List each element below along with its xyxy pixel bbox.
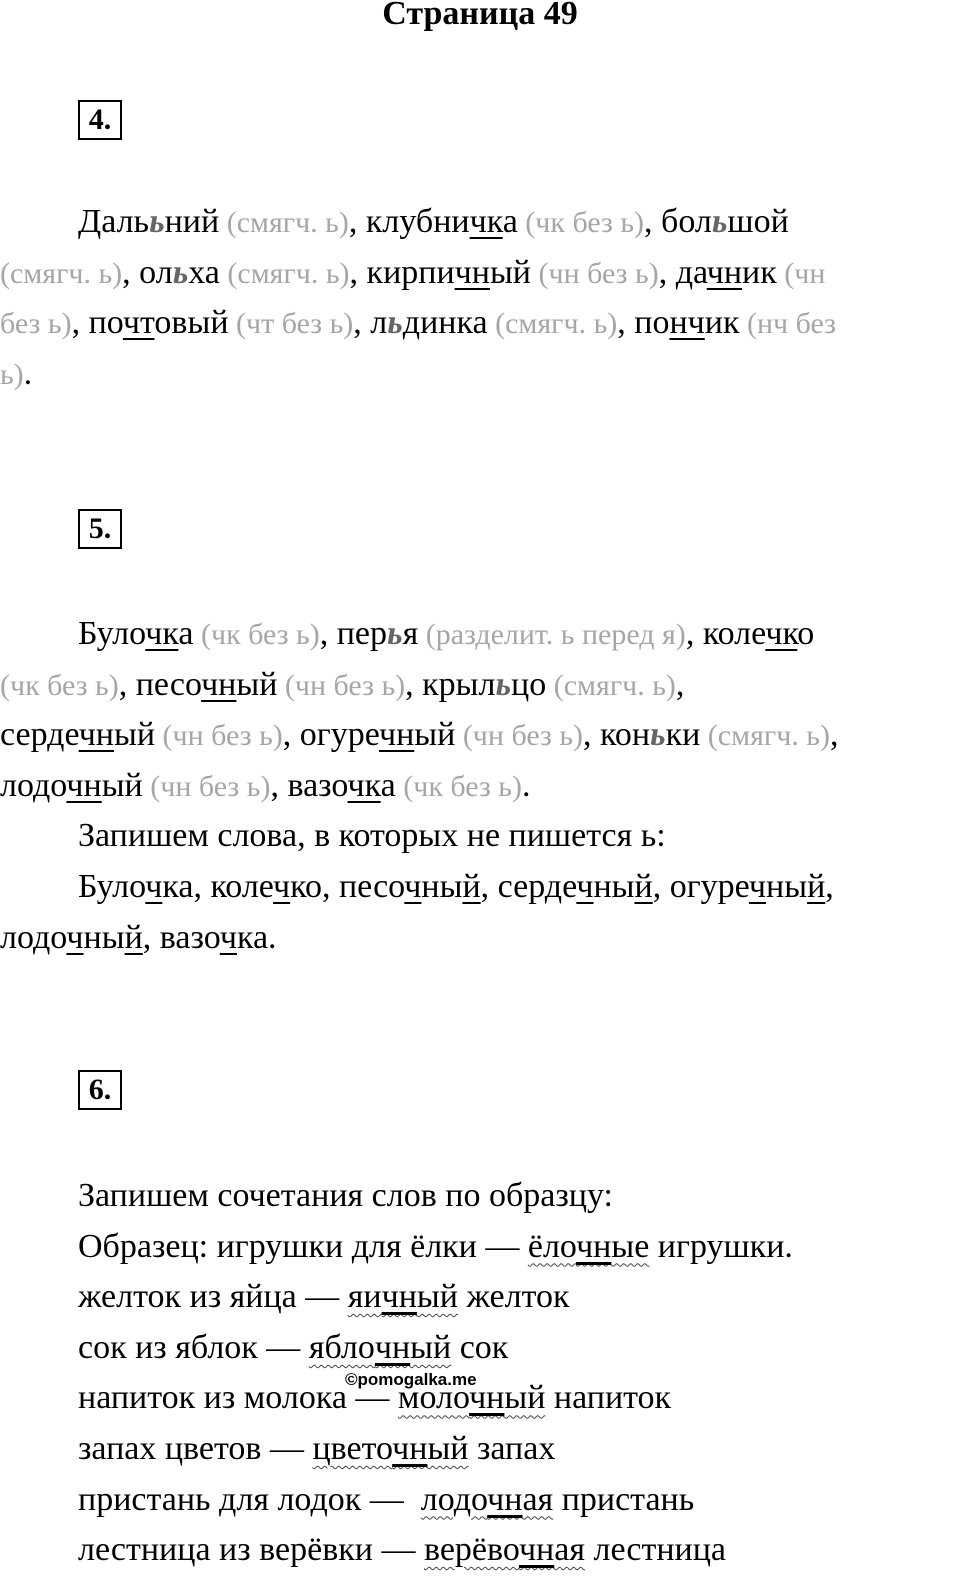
word-fragment: , по (71, 304, 123, 342)
text-line: лодочный, вазочка. (0, 918, 277, 956)
word-fragment: овый (154, 304, 229, 342)
exercise-number-6: 6. (78, 1070, 122, 1110)
word-fragment: ик (742, 253, 777, 291)
soft-sign: ь (387, 304, 403, 342)
text-line: лестница из верёвки — верёвочная лестница (78, 1531, 727, 1569)
rule-note: (чн (776, 256, 826, 290)
text-line: сердечный (чн без ь), огуречный (чн без ь), коньки (смягч. ь), (0, 716, 839, 754)
word-fragment: . (23, 354, 33, 392)
underlined-letters: чн (454, 253, 490, 291)
word-fragment: ний (164, 203, 220, 240)
text-line (0, 349, 960, 400)
rule-note: (чк без ь) (517, 206, 645, 239)
text-line: сок из яблок — яблoчный сок (78, 1328, 509, 1366)
exercise-6-text (0, 1171, 960, 1576)
soft-sign: ь (149, 203, 165, 240)
word-fragment: а (502, 203, 518, 240)
page-title: Страница 49 (382, 0, 578, 32)
underlined-letters: чт (122, 304, 155, 342)
underlined-letters: чк (469, 203, 503, 240)
text-line: Запишем сочетания слов по образцу: (78, 1177, 613, 1214)
word-fragment: , клубни (348, 203, 470, 240)
text-line: Булочка (чк без ь), перья (разделит. ь перед я), колечко (78, 615, 815, 652)
text-line: Запишем слова, в которых не пишется ь: (78, 817, 666, 855)
text-line: запах цветов — цветочный запах (78, 1429, 556, 1467)
underlined-letters: чн (706, 253, 743, 291)
rule-note: ь) (0, 357, 24, 391)
word-fragment: ик (704, 304, 740, 342)
exercise-number-4: 4. (78, 100, 122, 140)
word-fragment: , да (658, 253, 707, 291)
word-fragment: , ол (122, 253, 173, 291)
soft-sign: ь (172, 253, 189, 291)
rule-note: (смягч. ь) (487, 307, 618, 341)
text-line: Образец: игрушки для ёлки — ёлочные игрушки. (78, 1227, 793, 1265)
rule-note: (смягч. ь) (219, 206, 349, 239)
exercise-5-text (0, 609, 960, 963)
word-fragment: Даль (78, 203, 150, 240)
text-line (0, 197, 960, 248)
word-fragment: ха (188, 253, 220, 291)
word-fragment: динка (402, 304, 488, 342)
text-line (0, 298, 960, 349)
text-line: (чк без ь), песочный (чн без ь), крыльцо (смягч. ь), (0, 665, 685, 703)
text-line (0, 248, 960, 299)
word-fragment: , бол (644, 203, 712, 240)
word-fragment: , л (353, 304, 388, 342)
text-line: лодочный (чн без ь), вазочка (чк без ь). (0, 766, 531, 804)
rule-note: (смягч. ь) (0, 256, 123, 290)
rule-note: (нч без (739, 307, 837, 341)
soft-sign: ь (711, 203, 728, 240)
text-line: напиток из молока — молочный напиток (78, 1379, 672, 1417)
rule-note: (чн без ь) (531, 256, 659, 290)
exercise-number-5: 5. (78, 509, 122, 549)
word-fragment: ый (489, 253, 531, 291)
rule-note: (чт без ь) (228, 307, 354, 341)
underlined-letters: нч (669, 304, 705, 342)
word-fragment: шой (727, 203, 789, 240)
exercise-4-text (0, 197, 960, 399)
watermark: ©pomogalka.me (345, 1370, 477, 1389)
rule-note: без ь) (0, 307, 72, 341)
word-fragment: , кирпи (349, 253, 455, 291)
text-line: пристань для лодок — лодочная пристань (78, 1480, 695, 1518)
text-line: желток из яйца — яичный желток (78, 1278, 570, 1316)
word-fragment: , по (617, 304, 670, 342)
rule-note: (смягч. ь) (219, 256, 350, 290)
text-line: Булочка, колечко, песочный, сердечный, огуречный, (78, 867, 834, 905)
